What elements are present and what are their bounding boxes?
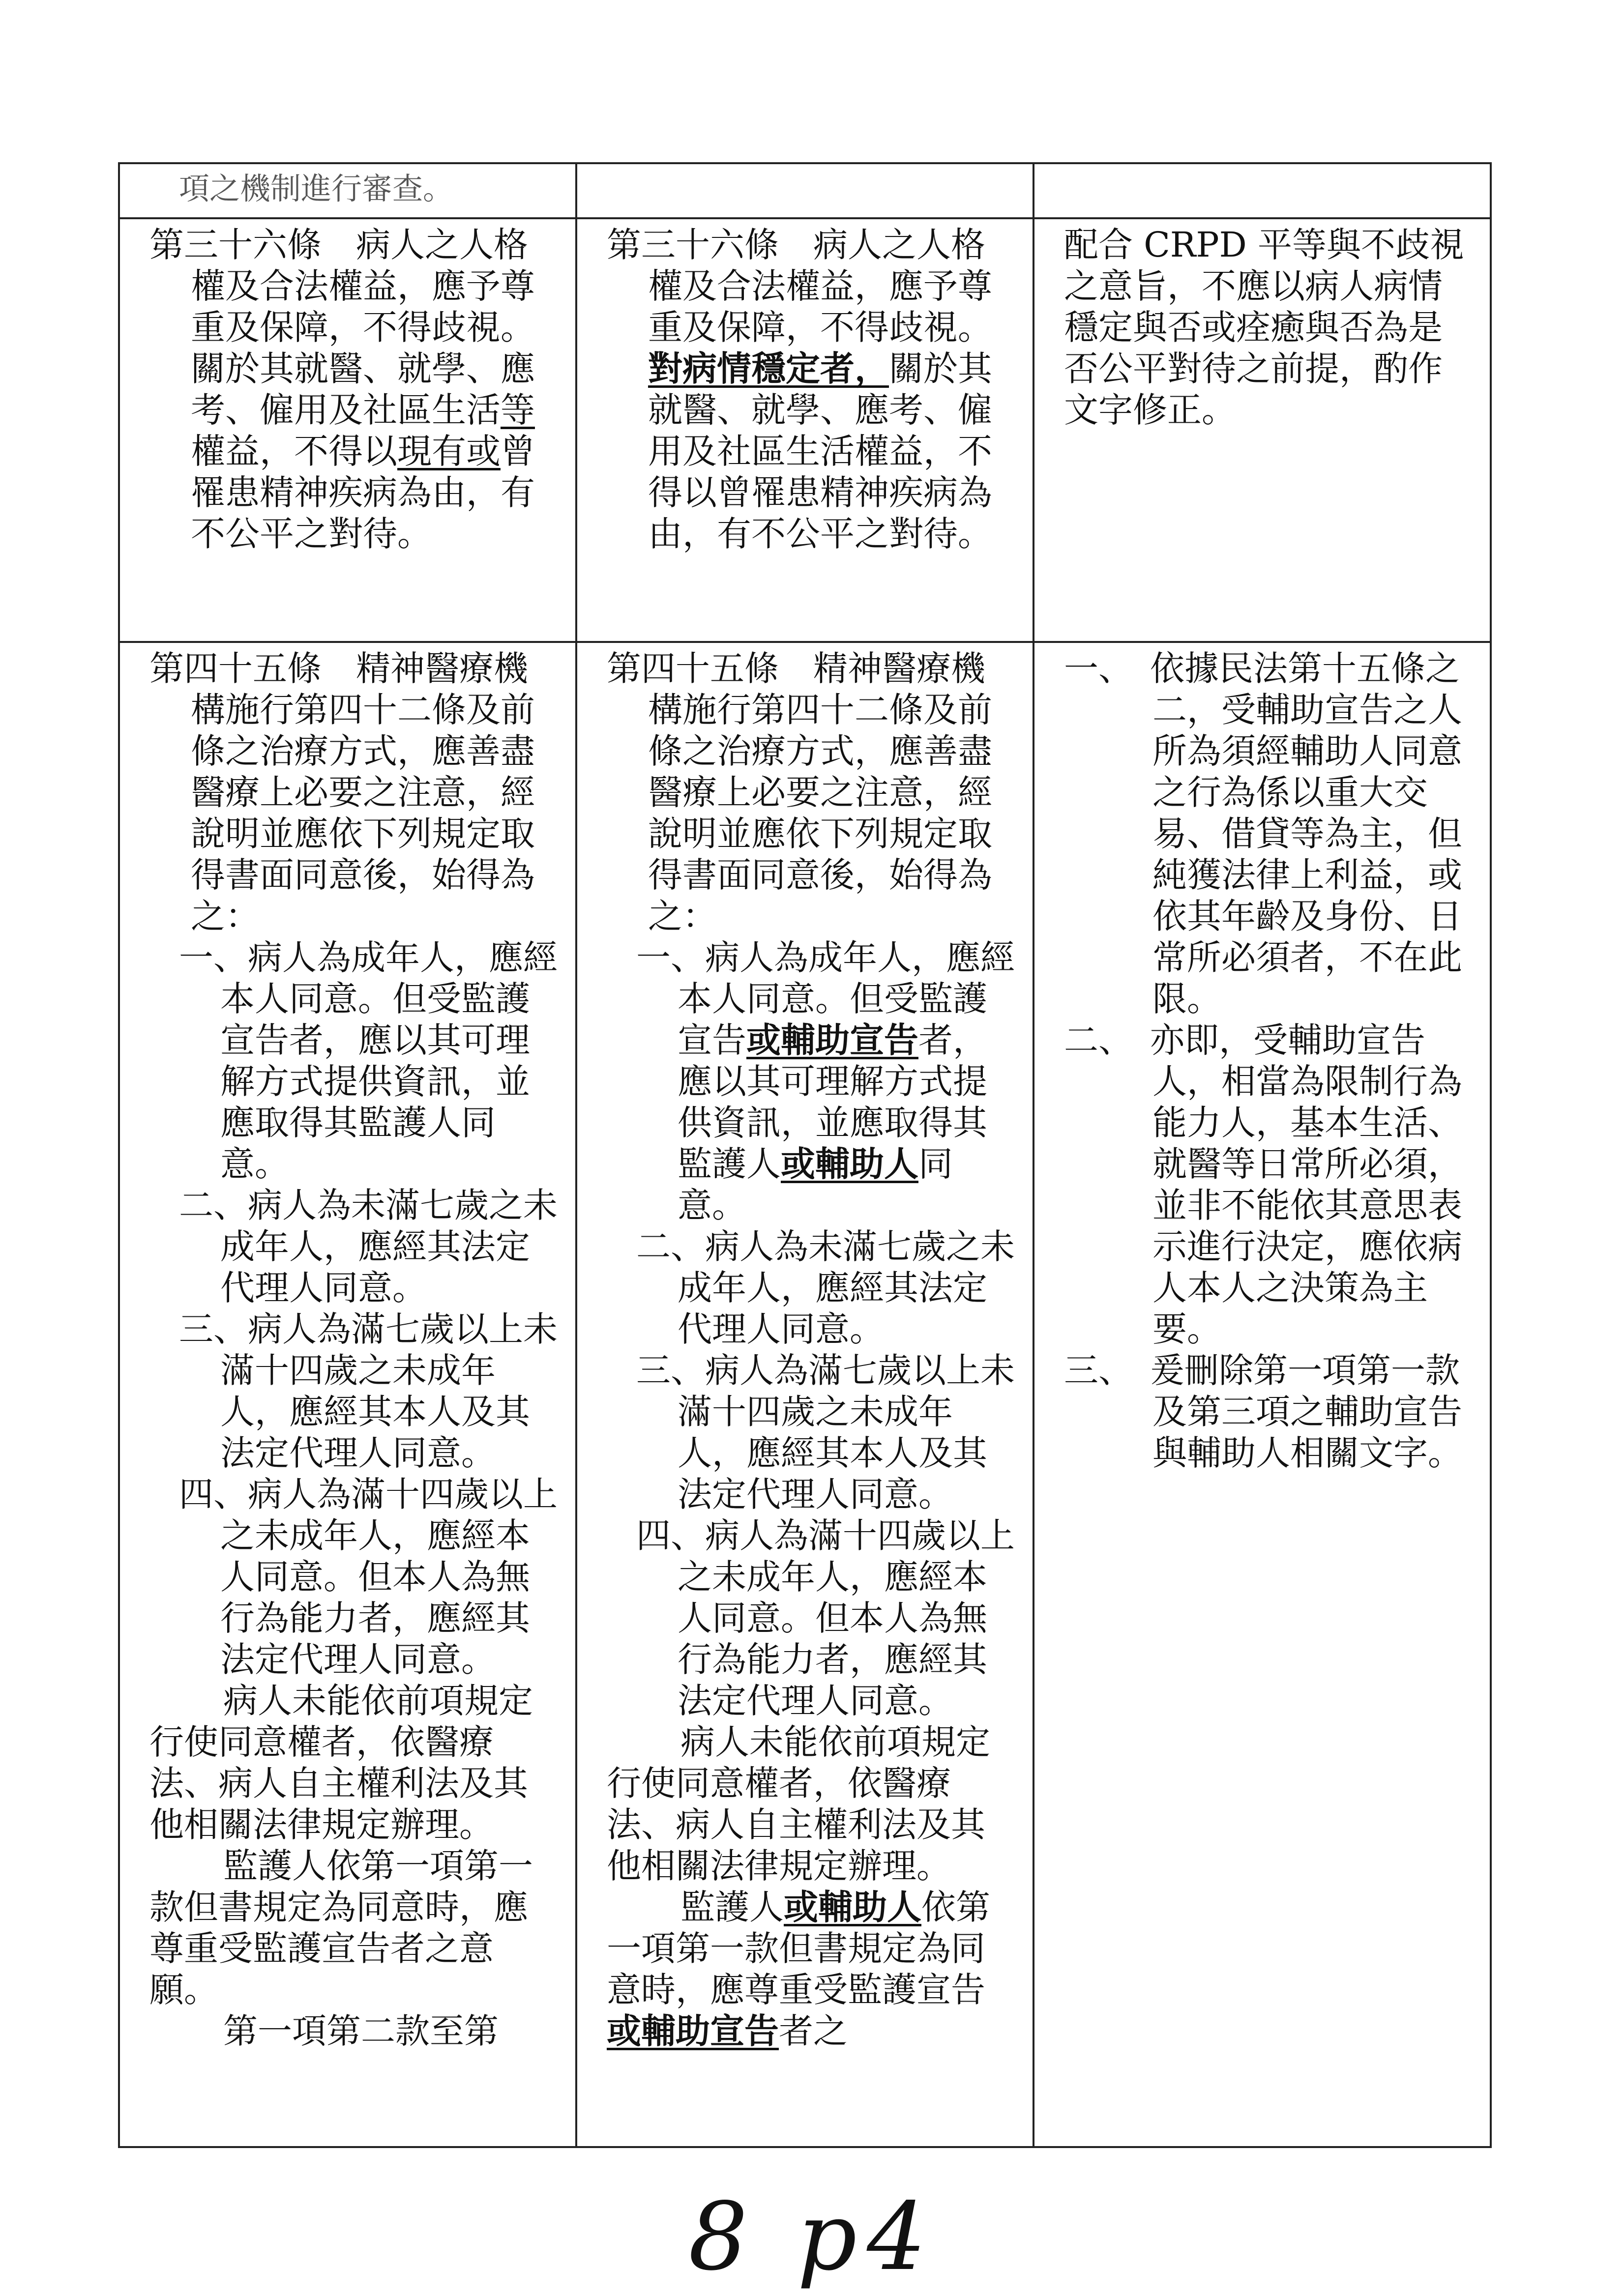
reason-number: 三、 bbox=[1064, 1350, 1150, 1391]
continuation-cell-reason bbox=[1033, 163, 1491, 218]
reason-text: 依據民法第十五條之二，受輔助宣告之人所為須經輔助人同意之行為係以重大交易、借貸等為主，但純獲法律上利益，或依其年齡及身份、日常所必須者，不在此限。 bbox=[1150, 648, 1462, 1019]
reason-point bbox=[1064, 1350, 1472, 1474]
amended-text: 或輔助人 bbox=[784, 1887, 921, 1927]
article-45-current bbox=[119, 642, 576, 2147]
text-run: 第三十六條 病人之人格權及合法權益，應予尊重及保障，不得歧視。關於其就醫、就學、應考、僱用及社區生活 bbox=[149, 225, 535, 430]
subparagraph bbox=[636, 1515, 1015, 1721]
paragraph bbox=[149, 1845, 558, 2010]
article-45-proposed-items bbox=[607, 937, 1015, 1721]
reason-number: 二、 bbox=[1064, 1020, 1150, 1060]
text-run: 權益，不得以 bbox=[191, 431, 397, 471]
article-36-row bbox=[119, 218, 1491, 642]
reason-number: 一、 bbox=[1064, 648, 1150, 689]
text-run: 第三十六條 病人之人格權及合法權益，應予尊重及保障，不得歧視。 bbox=[607, 225, 992, 348]
article-45-row bbox=[119, 642, 1491, 2147]
text-run: 一、病人為成年人，應經本人同意。但受監護宣告 bbox=[636, 937, 1015, 1060]
subparagraph bbox=[179, 1308, 558, 1474]
deleted-text: 現有或 bbox=[397, 431, 501, 471]
text-run: 者，應以其可理解方式提供資訊，並應取得其監護人 bbox=[678, 1020, 987, 1184]
article-36-current-text bbox=[149, 224, 558, 554]
article-36-proposed-text bbox=[607, 224, 1015, 554]
text-run: 四、病人為滿十四歲以上之未成年人，應經本人同意。但本人為無行為能力者，應經其法定代理人同意。 bbox=[636, 1515, 1015, 1721]
reason-text: 爰刪除第一項第一款及第三項之輔助宣告與輔助人相關文字。 bbox=[1150, 1350, 1462, 1473]
article-45-reason-points bbox=[1064, 648, 1472, 1474]
reason-point bbox=[1064, 648, 1472, 1019]
text-run: 監護人 bbox=[680, 1887, 784, 1927]
text-run: 關於其就醫、就學、應考、僱用及社區生活權益，不得以曾罹患精神疾病為由，有不公平之對待。 bbox=[648, 349, 992, 554]
amended-text: 或輔助人 bbox=[781, 1143, 918, 1184]
paragraph bbox=[607, 1721, 1015, 1887]
deleted-text: 等 bbox=[501, 390, 535, 430]
text-run: 三、病人為滿七歲以上未滿十四歲之未成年人，應經其本人及其法定代理人同意。 bbox=[179, 1309, 558, 1473]
text-run: 同意。 bbox=[678, 1144, 953, 1225]
text-run: 四、病人為滿十四歲以上之未成年人，應經本人同意。但本人為無行為能力者，應經其法定代理人同意。 bbox=[179, 1474, 558, 1680]
text-run: 依第一項第一款但書規定為同意時，應尊重受監護宣告 bbox=[607, 1887, 990, 2010]
paragraph bbox=[149, 2010, 558, 2052]
text-run: 病人未能依前項規定行使同意權者，依醫療法、病人自主權利法及其他相關法律規定辦理。 bbox=[607, 1722, 990, 1886]
subparagraph bbox=[636, 1226, 1015, 1350]
reason-text: 亦即，受輔助宣告人，相當為限制行為能力人，基本生活、就醫等日常所必須，並非不能依其意思表示進行決定，應依病人本人之決策為主要。 bbox=[1150, 1020, 1462, 1349]
subparagraph bbox=[636, 1350, 1015, 1515]
subparagraph bbox=[636, 937, 1015, 1226]
text-run: 第一項第二款至第 bbox=[223, 2011, 499, 2051]
article-45-current-items bbox=[149, 937, 558, 1680]
continuation-cell-proposed bbox=[576, 163, 1033, 218]
text-run: 監護人依第一項第一款但書規定為同意時，應尊重受監護宣告者之意願。 bbox=[149, 1846, 533, 2010]
text-run: 二、病人為未滿七歲之未成年人，應經其法定代理人同意。 bbox=[179, 1185, 558, 1308]
reason-point bbox=[1064, 1019, 1472, 1350]
subparagraph bbox=[179, 937, 558, 1185]
amended-text: 或輔助宣告 bbox=[746, 1019, 918, 1060]
article-36-reason-text: 配合 CRPD 平等與不歧視之意旨，不應以病人病情穩定與否或痊癒與否為是否公平對待之前提，酌作文字修正。 bbox=[1064, 225, 1464, 430]
text-run: 曾罹患精神疾病為由，有不公平之對待。 bbox=[191, 431, 535, 554]
article-45-proposed-intro: 第四十五條 精神醫療機構施行第四十二條及前條之治療方式，應善盡醫療上必要之注意，經說明並應依下列規定取得書面同意後，始得為之： bbox=[607, 648, 992, 936]
article-36-current bbox=[119, 218, 576, 642]
article-45-proposed bbox=[576, 642, 1033, 2147]
subparagraph bbox=[179, 1474, 558, 1680]
subparagraph bbox=[179, 1185, 558, 1308]
article-45-current-intro: 第四十五條 精神醫療機構施行第四十二條及前條之治療方式，應善盡醫療上必要之注意，經說明並應依下列規定取得書面同意後，始得為之： bbox=[149, 648, 535, 936]
amended-text: 對病情穩定者， bbox=[648, 348, 889, 389]
text-run: 者之 bbox=[779, 2011, 848, 2051]
article-36-reason bbox=[1033, 218, 1491, 642]
comparison-table bbox=[118, 162, 1492, 2148]
article-45-proposed-paras bbox=[607, 1721, 1015, 2052]
article-36-proposed bbox=[576, 218, 1033, 642]
continuation-row bbox=[119, 163, 1491, 218]
handwritten-page-number: 8 p4 bbox=[688, 2182, 936, 2291]
text-run: 一、病人為成年人，應經本人同意。但受監護宣告者，應以其可理解方式提供資訊，並應取得其監護人同意。 bbox=[179, 937, 558, 1184]
article-45-reason bbox=[1033, 642, 1491, 2147]
continuation-cell-current bbox=[119, 163, 576, 218]
paragraph bbox=[149, 1680, 558, 1845]
text-run: 病人未能依前項規定行使同意權者，依醫療法、病人自主權利法及其他相關法律規定辦理。 bbox=[149, 1681, 533, 1845]
text-run: 二、病人為未滿七歲之未成年人，應經其法定代理人同意。 bbox=[636, 1226, 1015, 1349]
text-run: 三、病人為滿七歲以上未滿十四歲之未成年人，應經其本人及其法定代理人同意。 bbox=[636, 1350, 1015, 1514]
amended-text: 或輔助宣告 bbox=[607, 2010, 779, 2051]
paragraph bbox=[607, 1887, 1015, 2052]
continuation-text: 項之機制進行審查。 bbox=[179, 171, 454, 206]
article-45-current-paras bbox=[149, 1680, 558, 2052]
